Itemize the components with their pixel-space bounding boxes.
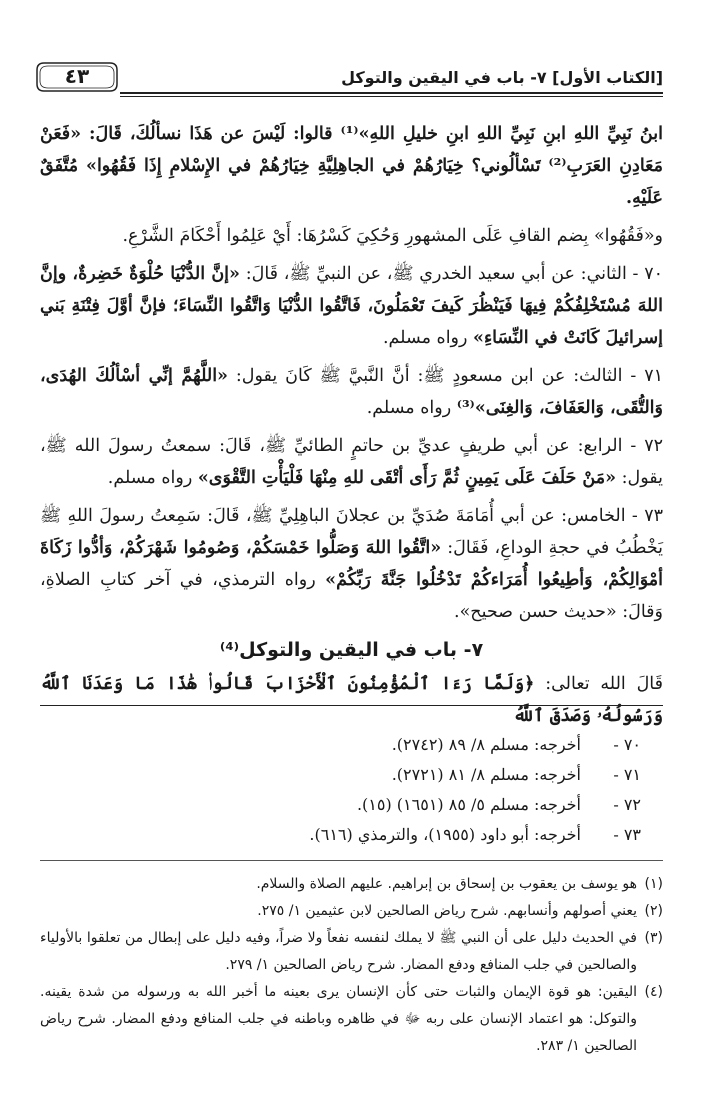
header-rule-thin [120,96,663,97]
hadith-intro: ٧٣ - الخامس: عن أبي أُمَامَةَ صُدَيِّ بن عجلانَ الباهِلِيِّ ﷺ، قَالَ: سَمِعتُ رسولَ اللهِ ﷺ يَخْطُبُ في حجةِ الوداعِ، فَقَالَ: [40,506,664,558]
page-number: ٤٣ [64,64,90,88]
page-number-frame [36,62,118,92]
hadith-intro: ٧٠ - الثاني: عن أبي سعيد الخدري ﷺ، عن النبيِّ ﷺ، قَالَ: [239,264,664,284]
takhrij-number: ٧٣ - [613,825,641,844]
footnote-number: (٣) [644,930,663,946]
takhrij-number: ٧١ - [613,765,641,784]
takhrij-item [40,820,663,850]
hadith-intro: ٧١ - الثالث: عن ابن مسعودٍ ﷺ: أنَّ النَّبيَّ ﷺ كَانَ يقول: [228,366,663,386]
chapter-heading: ٧- باب في اليقين والتوكل⁽⁴⁾ [219,639,484,661]
takhrij-list [40,705,663,850]
hadith-text: «مَنْ حَلَفَ عَلَى يَمِينٍ ثُمَّ رَأَى أتْقَى للهِ مِنْهَا فَلْيَأْتِ التَّقْوَى» [197,468,617,488]
hadith-70 [40,258,663,354]
footnote-number: (١) [644,876,663,892]
footnote [40,871,663,898]
header-rule [120,92,663,94]
hadith-72 [40,430,663,494]
footnote-number: (٢) [644,903,663,919]
takhrij-text: أخرجه: مسلم ٨/ ٨١ (٢٧٢١). [391,765,581,784]
verse-intro: قَالَ الله تعالى: [534,674,663,694]
takhrij-number: ٧٢ - [613,795,641,814]
paragraph [40,220,663,252]
footnote [40,925,663,979]
footnote-text: هو يوسف بن يعقوب بن إسحاق بن إبراهيم. عليهم الصلاة والسلام. [256,876,637,892]
explanation-text: و«فَقُهُوا» بِضم القافِ عَلَى المشهورِ وَحُكِيَ كَسْرُهَا: أَيْ عَلِمُوا أَحْكَامَ الشَّرْعِ. [122,226,663,246]
footnote-text: اليقين: هو قوة الإيمان والثبات حتى كأن الإنسان يرى بعينه ما أخبر الله به ورسوله من شدة يقينه. والتوكل: هو اعتماد الإنسان على ربه ﷻ في ظاهره وباطنه في جلب المنافع ودفع المضار. شرح رياض الصالحين ١/ ٢٨٣. [40,984,637,1054]
hadith-continuation: ابنُ نَبِيِّ اللهِ ابنِ نَبِيِّ اللهِ ابنِ خليلِ اللهِ»⁽¹⁾ قالوا: لَيْسَ عن هَذَا نسألُكَ، قَالَ: «فَعَنْ مَعَادِنِ العَرَبِ⁽²⁾ تَسْألُوني؟ خِيَارُهُمْ في الجاهِلِيَّةِ خِيَارُهُمْ في الإِسْلامِ إِذَا فَقُهُوا» مُتَّفَقٌ عَلَيْهِ. [40,124,663,208]
footnotes [40,860,663,1060]
footnote [40,979,663,1060]
takhrij-text: أخرجه: مسلم ٥/ ٨٥ (١٦٥١) (١٥). [356,795,581,814]
running-head: [الكتاب الأول] ٧- باب في اليقين والتوكل [341,68,663,87]
footnote-text: يعني أصولهم وأنسابهم. شرح رياض الصالحين لابن عثيمين ١/ ٢٧٥. [257,903,637,919]
takhrij-text: أخرجه: مسلم ٨/ ٨٩ (٢٧٤٢). [391,735,581,754]
takhrij-number: ٧٠ - [613,735,641,754]
hadith-intro: ٧٢ - الرابع: عن أبي طريفٍ عديِّ بن حاتمٍ الطائيِّ ﷺ، قَالَ: سمعتُ رسولَ الله ﷺ، يقول: [40,436,663,488]
hadith-source: رواه مسلم. [107,468,198,488]
footnote [40,898,663,925]
takhrij-item [40,730,663,760]
paragraph [40,118,663,214]
footnote-text: في الحديث دليل على أن النبي ﷺ لا يملك لنفسه نفعاً ولا ضراً، وفيه دليل على إبطال من تعلقوا بالأولياء والصالحين في جلب المنافع ودفع المضار. شرح رياض الصالحين ١/ ٢٧٩. [40,930,637,973]
main-text [40,118,663,738]
hadith-73 [40,500,663,628]
hadith-source: رواه الترمذي، في آخر كتابِ الصلاةِ، وَقالَ: «حديث حسن صحيح». [40,570,663,622]
hadith-source: رواه مسلم. [382,328,474,348]
page-header [36,62,663,98]
hadith-71 [40,360,663,424]
takhrij-text: أخرجه: أبو داود (١٩٥٥)، والترمذي (٦١٦). [309,825,581,844]
hadith-text: «اتَّقُوا اللهَ وَصَلُّوا خَمْسَكُمْ، وَصُومُوا شَهْرَكُمْ، وَأدُّوا زَكَاةَ أمْوَالِكُمْ، وَأطِيعُوا أُمَرَاءكُمْ تَدْخُلُوا جَنَّةَ رَبِّكُمْ» [40,538,663,590]
hadith-text: «إنَّ الدُّنْيَا حُلْوَةٌ خَضِرةٌ، وإنَّ اللهَ مُسْتَخْلِفُكُمْ فِيهَا فَيَنْظُرَ كَيفَ تَعْمَلُونَ، فَاتَّقُوا الدُّنْيَا وَاتَّقُوا النِّسَاءَ؛ فإنَّ أوَّلَ فِتْنَةِ بَني إسرائيلَ كَانَتْ في النِّسَاءِ» [40,264,663,348]
hadith-text: «اللَّهُمَّ إنِّي أسْألُكَ الهُدَى، وَالتُّقَى، وَالعَفَافَ، وَالغِنَى»⁽³⁾ [40,366,663,418]
takhrij-item [40,760,663,790]
hadith-source: رواه مسلم. [366,398,457,418]
quran-verse: ﴿وَلَمَّا رَءَا ٱلْمُؤْمِنُونَ ٱلْأَحْزَابَ قَالُوا۟ هَٰذَا مَا وَعَدَنَا ٱللَّهُ وَرَسُولُهُۥ وَصَدَقَ ٱللَّهُ [40,674,663,726]
takhrij-item [40,790,663,820]
footnote-number: (٤) [644,984,663,1000]
